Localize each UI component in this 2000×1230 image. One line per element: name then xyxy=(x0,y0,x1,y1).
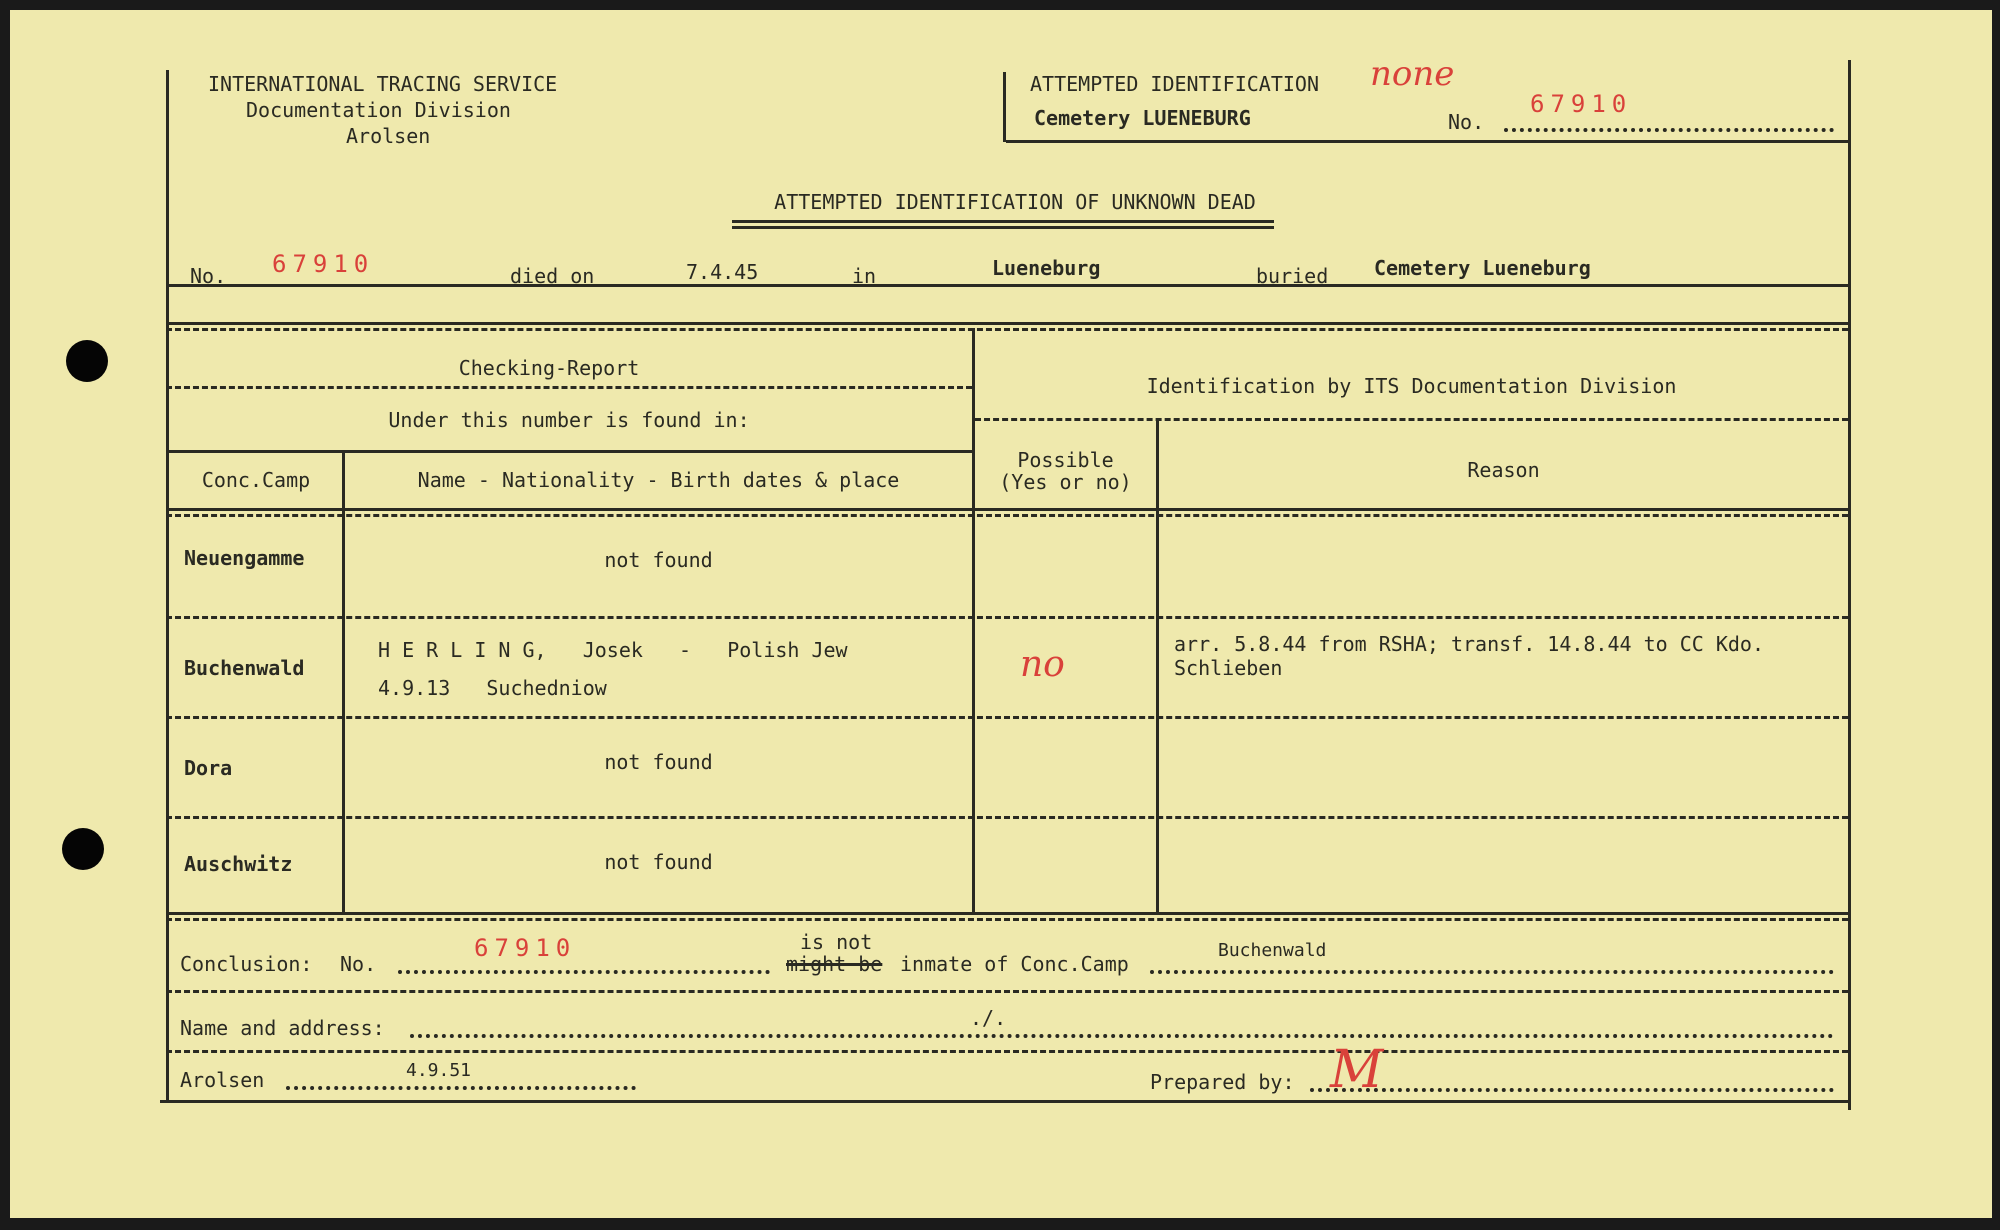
in-label: in xyxy=(852,264,877,288)
form-title: ATTEMPTED IDENTIFICATION xyxy=(1030,72,1319,96)
identification-heading-rule xyxy=(975,418,1848,421)
row-name-buchenwald-1: H E R L I N G, Josek - Polish Jew xyxy=(378,638,848,662)
checking-subheading: Under this number is found in: xyxy=(388,408,750,432)
conclusion-is-not: is not xyxy=(800,930,873,954)
buried-label: buried xyxy=(1256,264,1329,288)
row-rule-1 xyxy=(166,616,1848,619)
title-underline xyxy=(732,220,1274,223)
arolsen-dots xyxy=(286,1086,636,1090)
death-place: Lueneburg xyxy=(992,256,1101,280)
death-no-value: 67910 xyxy=(272,250,375,278)
conclusion-inmate-text: inmate of Conc.Camp xyxy=(900,952,1129,976)
death-no-label: No. xyxy=(190,264,227,288)
table-top-rule-1 xyxy=(166,322,1848,325)
row-possible-buchenwald: no xyxy=(1020,644,1065,685)
col-divider-camp xyxy=(342,450,345,912)
col-camp-header: Conc.Camp xyxy=(201,468,311,492)
header-box-bottom xyxy=(1006,140,1848,143)
row-rule-3 xyxy=(166,816,1848,819)
row-camp-buchenwald: Buchenwald xyxy=(184,656,305,680)
frame-right xyxy=(1848,60,1851,1110)
row-rule-2 xyxy=(166,716,1848,719)
column-header-rule xyxy=(166,508,1848,511)
conclusion-camp-dots xyxy=(1150,970,1834,974)
row-camp-auschwitz: Auschwitz xyxy=(184,852,293,876)
name-address-value: ./. xyxy=(970,1006,1007,1030)
col-divider-possible xyxy=(1156,418,1159,912)
conclusion-no-dots xyxy=(398,970,770,974)
table-top-rule-2 xyxy=(166,328,1848,331)
header-no-label: No. xyxy=(1448,110,1485,134)
checking-heading: Checking-Report xyxy=(458,356,640,380)
title-underline-2 xyxy=(732,226,1274,229)
name-address-rule xyxy=(166,1050,1848,1053)
handwritten-mark: none xyxy=(1370,54,1455,94)
table-bottom-rule-2 xyxy=(166,918,1848,921)
row-camp-neuengamme: Neuengamme xyxy=(184,546,305,570)
header-no-value: 67910 xyxy=(1530,90,1633,118)
conclusion-no-value: 67910 xyxy=(474,934,577,962)
punch-hole-bottom xyxy=(62,828,104,870)
name-address-dots xyxy=(410,1034,1834,1038)
col-name-header: Name - Nationality - Birth dates & place xyxy=(417,468,900,492)
conclusion-struck-text: might be xyxy=(786,952,883,976)
prepared-by-label: Prepared by: xyxy=(1150,1070,1295,1094)
org-line-2: Documentation Division xyxy=(246,98,511,122)
col-divider-main xyxy=(972,328,975,912)
document-title: ATTEMPTED IDENTIFICATION OF UNKNOWN DEAD xyxy=(774,190,1256,214)
row-camp-dora: Dora xyxy=(184,756,233,780)
header-cemetery: Cemetery LUENEBURG xyxy=(1034,106,1251,130)
checking-heading-rule xyxy=(166,386,972,389)
conclusion-label: Conclusion: xyxy=(180,952,313,976)
header-box-divider xyxy=(1003,72,1006,142)
death-line-rule xyxy=(166,284,1848,287)
org-line-1: INTERNATIONAL TRACING SERVICE xyxy=(208,72,558,96)
row-name-auschwitz: not found xyxy=(604,850,713,874)
col-reason-header: Reason xyxy=(1467,458,1540,482)
arolsen-label: Arolsen xyxy=(180,1068,265,1092)
preparer-signature: M xyxy=(1330,1040,1384,1100)
row-reason-buchenwald-2: Schlieben xyxy=(1174,656,1283,680)
column-header-rule-2 xyxy=(166,514,1848,517)
conclusion-camp: Buchenwald xyxy=(1218,940,1327,961)
name-address-label: Name and address: xyxy=(180,1016,385,1040)
buried-value: Cemetery Lueneburg xyxy=(1374,256,1591,280)
died-label: died on xyxy=(510,264,595,288)
punch-hole-top xyxy=(66,340,108,382)
org-line-3: Arolsen xyxy=(346,124,431,148)
identification-heading: Identification by ITS Documentation Division xyxy=(1146,374,1677,398)
checking-subheading-rule xyxy=(166,450,972,453)
row-reason-buchenwald-1: arr. 5.8.44 from RSHA; transf. 14.8.44 to CC Kdo. xyxy=(1174,632,1765,656)
conclusion-rule xyxy=(166,990,1848,993)
died-value: 7.4.45 xyxy=(686,260,759,284)
row-name-buchenwald-2: 4.9.13 Suchedniow xyxy=(378,676,607,700)
index-card xyxy=(10,10,1992,1218)
frame-left xyxy=(166,70,169,1100)
col-possible-header-1: Possible xyxy=(1017,448,1114,472)
header-no-dots xyxy=(1504,128,1834,132)
row-name-neuengamme: not found xyxy=(604,548,713,572)
arolsen-date: 4.9.51 xyxy=(406,1060,472,1081)
prepared-by-dots xyxy=(1310,1088,1834,1092)
table-bottom-rule xyxy=(166,912,1848,915)
frame-bottom xyxy=(160,1100,1850,1103)
row-name-dora: not found xyxy=(604,750,713,774)
conclusion-no-label: No. xyxy=(340,952,377,976)
col-possible-header-2: (Yes or no) xyxy=(999,470,1132,494)
